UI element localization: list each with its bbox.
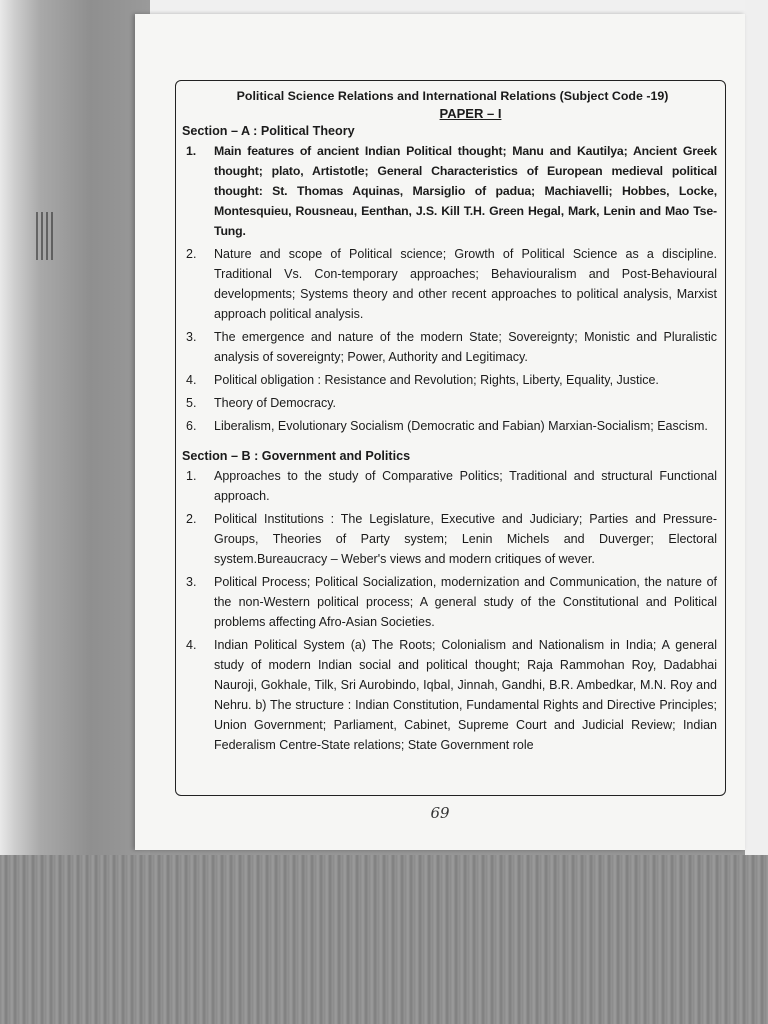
item-text: Approaches to the study of Comparative Politics; Traditional and structural Functional approach. [214,469,717,503]
item-text: Nature and scope of Political science; Growth of Political Science as a discipline. Traditional Vs. Con-temporary approaches; Behaviouralism and Post-Behavioural developments; Systems theory and other recent approaches to political analysis, Marxist approach political analysis. [214,247,717,321]
item-number: 4. [186,638,197,652]
item-text: The emergence and nature of the modern State; Sovereignty; Monistic and Pluralistic analysis of sovereignty; Power, Authority and Legitimacy. [214,330,717,364]
item-number: 3. [186,575,197,589]
item-number: 2. [186,247,197,261]
item-number: 3. [186,330,197,344]
list-item [186,509,719,569]
item-text: Theory of Democracy. [214,396,337,410]
item-text: Political Institutions : The Legislature, Executive and Judiciary; Parties and Pressure-Groups, Theories of Party system; Lenin Michels and Duverger; Electoral system.Bureaucracy – Weber's views and modern critiques of wever. [214,512,717,566]
item-text: Liberalism, Evolutionary Socialism (Democratic and Fabian) Marxian-Socialism; Eascism. [214,419,708,433]
item-number: 1. [186,469,197,483]
item-number: 6. [186,419,197,433]
scan-shadow-bottom [0,855,768,1024]
list-item [186,572,719,632]
title-text: Political Science Relations and International Relations [236,89,557,103]
list-item [186,370,719,390]
list-item [186,141,719,241]
item-number: 5. [186,396,197,410]
item-number: 1. [186,144,196,158]
item-number: 2. [186,512,197,526]
item-text: Political obligation : Resistance and Revolution; Rights, Liberty, Equality, Justice. [214,373,659,387]
section-b-heading: Section – B : Government and Politics [182,449,411,463]
document-page [135,14,745,850]
section-a-heading: Section – A : Political Theory [182,124,355,138]
item-number: 4. [186,373,197,387]
list-item [186,416,719,436]
paper-label: PAPER – I [439,106,502,121]
page-number: 69 [430,804,450,822]
list-item [186,393,719,413]
subject-code: (Subject Code -19) [559,89,669,103]
list-item [186,327,719,367]
list-item [186,244,719,324]
item-text: Political Process; Political Socialization, modernization and Communication, the nature of the non-Western political process; A general study of the Constitutional and Political problems affecting Afro-Asian Societies. [214,575,717,629]
item-text: Indian Political System (a) The Roots; Colonialism and Nationalism in India; A general study of modern Indian social and political thought; Raja Rammohan Roy, Dadabhai Nauroji, Gokhale, Tilk, Sri Aurobindo, Iqbal, Jinnah, Gandhi, B.R. Ambedkar, M.N. Roy and Nehru. b) The structure : Indian Constitution, Fundamental Rights and Directive Principles; Union Government; Parliament, Cabinet, Supreme Court and Judicial Review; Indian Federalism Centre-State relations; State Government role [214,638,717,752]
list-item [186,635,719,755]
document-title [186,89,719,103]
syllabus-frame [175,80,726,796]
item-text: Main features of ancient Indian Political thought; Manu and Kautilya; Ancient Greek thought; plato, Artistotle; General Characteristics of European medieval political thought: St. Thomas Aquinas, Marsiglio of padua; Machiavelli; Hobbes, Locke, Montesquieu, Rousneau, Eenthan, J.S. Kill T.H. Green Hegal, Mark, Lenin and Mao Tse-Tung. [214,144,717,238]
list-item [186,466,719,506]
scan-artifact [36,212,56,260]
